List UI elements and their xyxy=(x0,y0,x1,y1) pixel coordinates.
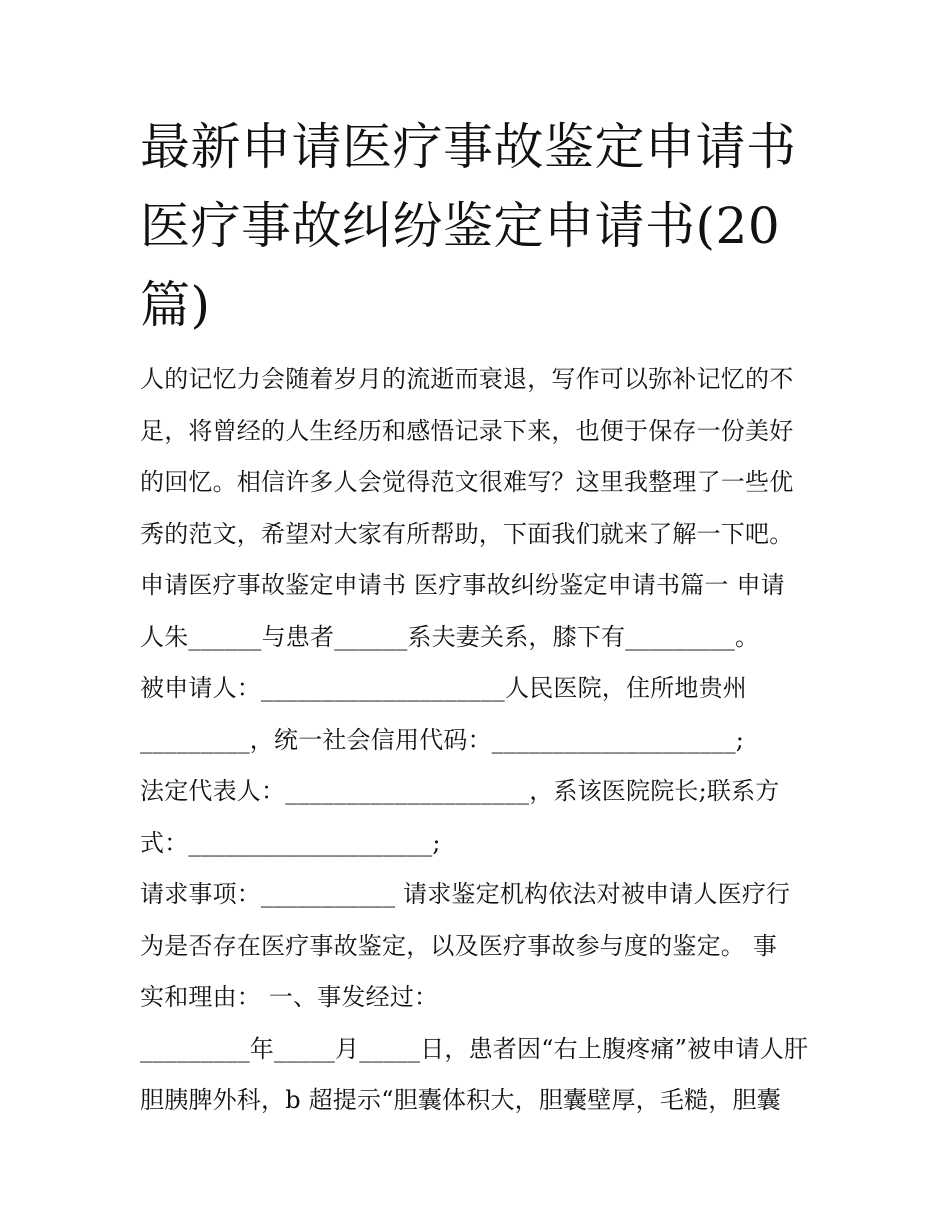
body-line-7: 被申请人：____________________人民医院，住所地贵州 xyxy=(140,674,747,702)
title-line-1: 最新申请医疗事故鉴定申请书 xyxy=(140,118,797,176)
body-line-10: 式：____________________; xyxy=(140,828,441,857)
body-line-6: 人朱______与患者______系夫妻关系，膝下有_________。 xyxy=(140,622,760,651)
body-line-12: 为是否存在医疗事故鉴定，以及医疗事故参与度的鉴定。 事 xyxy=(140,931,778,960)
document-title xyxy=(140,108,840,345)
body-line-14: _________年_____月_____日，患者因“右上腹疼痛”被申请人肝 xyxy=(140,1034,809,1063)
title-line-2: 医疗事故纠纷鉴定申请书(20 xyxy=(140,197,781,255)
body-line-5: 申请医疗事故鉴定申请书 医疗事故纠纷鉴定申请书篇一 申请 xyxy=(140,571,785,599)
body-line-4: 秀的范文，希望对大家有所帮助，下面我们就来了解一下吧。 xyxy=(140,519,794,548)
body-line-11: 请求事项：___________ 请求鉴定机构依法对被申请人医疗行 xyxy=(140,880,791,908)
title-line-3: 篇) xyxy=(140,276,211,334)
body-line-1: 人的记忆力会随着岁月的流逝而衰退，写作可以弥补记忆的不 xyxy=(140,365,794,393)
body-line-15: 胆胰脾外科，b 超提示“胆囊体积大，胆囊壁厚，毛糙，胆囊 xyxy=(140,1086,781,1114)
document-body xyxy=(140,354,830,1127)
body-line-13: 实和理由： 一、事发经过： xyxy=(140,983,439,1011)
body-line-3: 的回忆。相信许多人会觉得范文很难写？这里我整理了一些优 xyxy=(140,468,794,496)
body-line-2: 足，将曾经的人生经历和感悟记录下来，也便于保存一份美好 xyxy=(140,416,794,445)
body-line-8: _________，统一社会信用代码：____________________; xyxy=(140,725,745,754)
body-line-9: 法定代表人：____________________，系该医院院长;联系方 xyxy=(140,777,780,805)
